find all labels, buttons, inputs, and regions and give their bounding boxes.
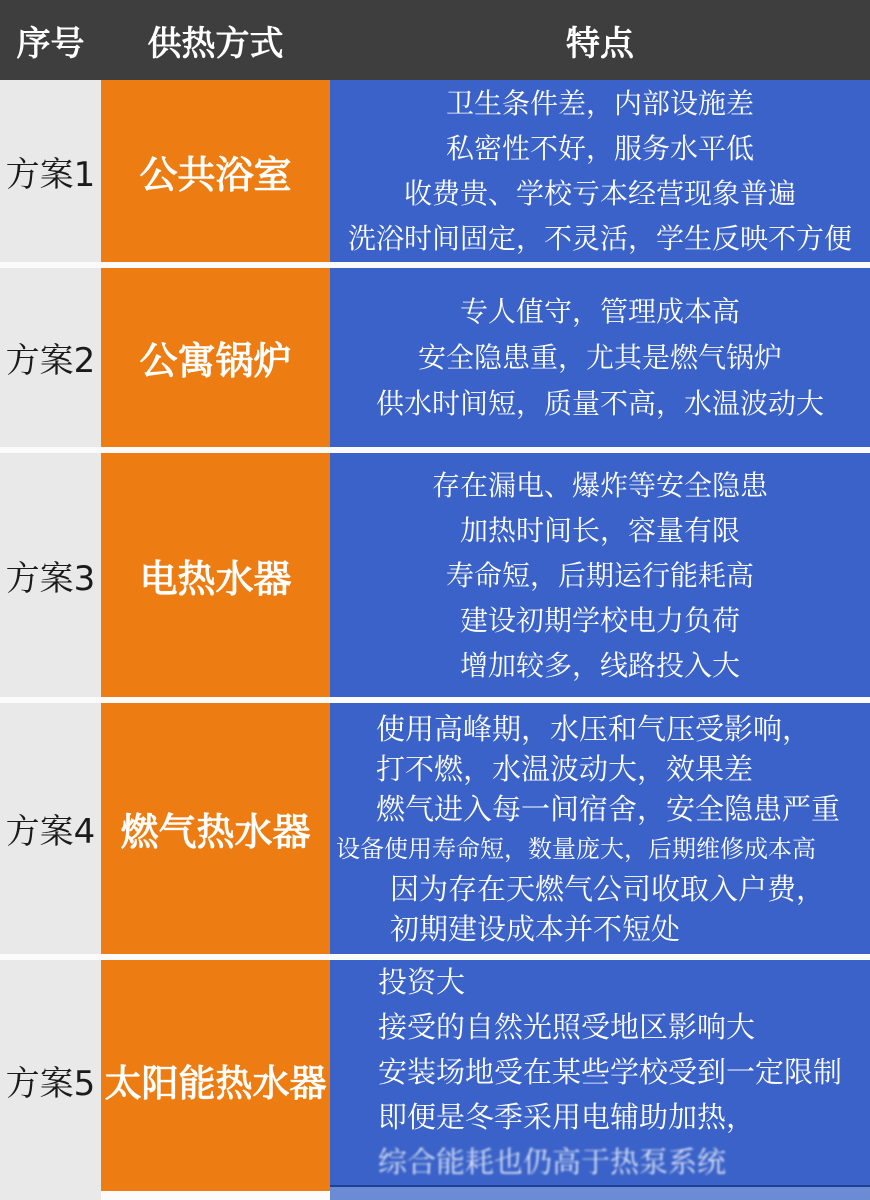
features-cell xyxy=(330,268,870,447)
table-row xyxy=(0,268,870,447)
feature-line: 私密性不好，服务水平低 xyxy=(445,132,754,165)
row-number-label: 方案2 xyxy=(5,341,96,381)
features-cell xyxy=(330,453,870,697)
feature-line: 打不燃，水温波动大，效果差 xyxy=(376,751,754,786)
table-row xyxy=(0,80,870,262)
feature-line: 存在漏电、爆炸等安全隐患 xyxy=(431,468,768,502)
feature-line: 使用高峰期，水压和气压受影响， xyxy=(376,711,812,746)
row-number-cell xyxy=(0,268,101,447)
feature-line: 因为存在天燃气公司收取入户费， xyxy=(390,871,826,906)
feature-line: 增加较多，线路投入大 xyxy=(459,648,740,682)
method-label: 电热水器 xyxy=(139,556,292,601)
method-cell xyxy=(101,80,330,262)
feature-line: 建设初期学校电力负荷 xyxy=(459,603,740,637)
feature-line: 初期建设成本并不短处 xyxy=(390,911,681,946)
feature-line: 卫生条件差，内部设施差 xyxy=(445,87,754,120)
header-col-features: 特点 xyxy=(566,23,634,64)
table-row xyxy=(0,703,870,954)
method-label: 公寓锅炉 xyxy=(139,339,292,383)
table-row xyxy=(0,453,870,697)
feature-line: 安装场地受在某些学校受到一定限制 xyxy=(378,1055,843,1089)
table-header-row xyxy=(0,0,870,80)
feature-line: 投资大 xyxy=(378,965,466,999)
features-cell xyxy=(330,80,870,262)
row-number-label: 方案3 xyxy=(5,558,96,599)
header-col-method: 供热方式 xyxy=(147,23,284,64)
feature-line: 洗浴时间固定，不灵活，学生反映不方便 xyxy=(347,222,852,255)
method-label: 太阳能热水器 xyxy=(104,1062,327,1105)
row-number-label: 方案4 xyxy=(5,812,96,852)
features-cell xyxy=(330,703,870,954)
method-cell xyxy=(101,268,330,447)
feature-line: 设备使用寿命短，数量庞大，后期维修成本高 xyxy=(336,834,816,863)
method-label: 公共浴室 xyxy=(139,152,292,197)
table-row xyxy=(0,960,870,1200)
row-number-cell xyxy=(0,453,101,697)
row-number-cell xyxy=(0,703,101,954)
feature-line: 接受的自然光照受地区影响大 xyxy=(378,1010,756,1044)
method-cell xyxy=(101,453,330,697)
method-cell xyxy=(101,703,330,954)
row-number-cell xyxy=(0,960,101,1200)
feature-line: 收费贵、学校亏本经营现象普遍 xyxy=(403,177,796,210)
feature-line: 供水时间短，质量不高，水温波动大 xyxy=(375,386,824,420)
row-number-cell xyxy=(0,80,101,262)
feature-line: 加热时间长，容量有限 xyxy=(459,513,740,547)
header-col-serial: 序号 xyxy=(16,23,85,64)
table-body xyxy=(0,80,870,1200)
method-cell xyxy=(101,960,330,1200)
features-cell xyxy=(330,960,870,1200)
method-label: 燃气热水器 xyxy=(120,810,311,854)
feature-line: 专人值守，管理成本高 xyxy=(459,294,740,328)
feature-line: 燃气进入每一间宿舍，安全隐患严重 xyxy=(376,791,841,826)
feature-line: 即便是冬季采用电辅助加热， xyxy=(378,1100,756,1134)
feature-line: 安全隐患重，尤其是燃气锅炉 xyxy=(417,340,782,374)
row-number-label: 方案1 xyxy=(5,154,96,195)
row-number-label: 方案5 xyxy=(5,1063,96,1104)
feature-line: 综合能耗也仍高于热泵系统 xyxy=(378,1145,727,1179)
feature-line: 寿命短，后期运行能耗高 xyxy=(445,558,754,592)
